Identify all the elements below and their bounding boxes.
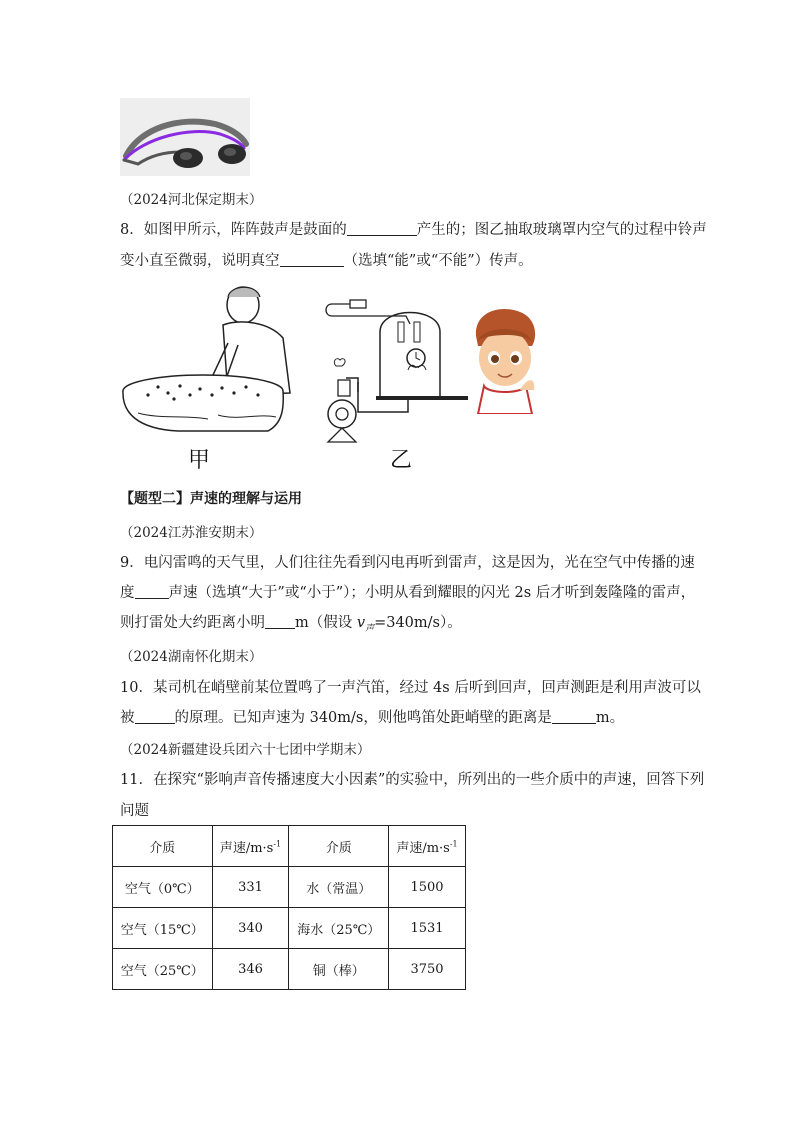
drummer-illustration-icon bbox=[118, 283, 298, 433]
q11-line1: 11．在探究“影响声音传播速度大小因素”的实验中，所列出的一些介质中的声速，回答下列 bbox=[120, 772, 705, 788]
header-sup: -1 bbox=[449, 839, 458, 849]
table-cell: 空气（25℃） bbox=[113, 949, 213, 990]
q9-blank-1[interactable] bbox=[135, 584, 169, 599]
q10-text-c: m。 bbox=[595, 710, 625, 726]
header-text: 声速/m·s bbox=[396, 840, 450, 856]
bell-jar-pump-icon bbox=[318, 292, 470, 452]
table-cell: 水（常温） bbox=[289, 867, 389, 908]
section-title: 【题型二】声速的理解与运用 bbox=[120, 491, 302, 507]
table-cell: 1500 bbox=[388, 867, 465, 908]
table-cell: 331 bbox=[212, 867, 289, 908]
q9-line3 bbox=[120, 611, 462, 634]
q8-blank-1[interactable] bbox=[347, 221, 417, 236]
q10-line2 bbox=[120, 706, 624, 727]
table-row bbox=[113, 949, 466, 990]
q10-blank-1[interactable] bbox=[135, 709, 175, 724]
table-cell: 空气（0℃） bbox=[113, 867, 213, 908]
table-header: 介质 bbox=[289, 826, 389, 867]
figure-drummer bbox=[118, 283, 298, 433]
q9-line1: 9．电闪雷鸣的天气里，人们往往先看到闪电再听到雷声，这是因为，光在空气中传播的速 bbox=[120, 555, 695, 571]
table-cell: 340 bbox=[212, 908, 289, 949]
sound-speed-table bbox=[112, 825, 466, 990]
table-cell: 海水（25℃） bbox=[289, 908, 389, 949]
q10-source: （2024湖南怀化期末） bbox=[120, 649, 263, 665]
q8-line1 bbox=[120, 218, 707, 239]
q8-text-a: 8．如图甲所示，阵阵鼓声是鼓面的 bbox=[120, 222, 347, 238]
q8-text-d: （选填“能”或“不能”）传声。 bbox=[343, 253, 533, 269]
header-sup: -1 bbox=[273, 839, 282, 849]
table-row bbox=[113, 908, 466, 949]
q9-source: （2024江苏淮安期末） bbox=[120, 525, 263, 541]
cartoon-boy-image bbox=[470, 306, 540, 414]
figure-bell-jar bbox=[318, 292, 470, 452]
table-cell: 铜（棒） bbox=[289, 949, 389, 990]
table-header-row bbox=[113, 826, 466, 867]
q9-line2 bbox=[120, 581, 695, 602]
q9-text-a: 度 bbox=[120, 585, 135, 601]
q11-line2: 问题 bbox=[120, 803, 149, 819]
q9-v: v bbox=[356, 615, 366, 631]
header-text: 声速/m·s bbox=[219, 840, 274, 856]
q10-line1: 10．某司机在峭壁前某位置鸣了一声汽笛，经过 4s 后听到回声，回声测距是利用声波可以 bbox=[120, 680, 701, 696]
caption-yi: 乙 bbox=[390, 448, 413, 473]
table-row bbox=[113, 867, 466, 908]
table-cell: 空气（15℃） bbox=[113, 908, 213, 949]
neckband-headphones-icon bbox=[120, 98, 250, 176]
q8-source: （2024河北保定期末） bbox=[120, 192, 263, 208]
table-header bbox=[388, 826, 465, 867]
q9-text-c: 则打雷处大约距离小明 bbox=[120, 615, 265, 631]
q9-text-e: =340m/s）。 bbox=[374, 615, 462, 631]
table-cell: 346 bbox=[212, 949, 289, 990]
q10-text-b: 的原理。已知声速为 340m/s，则他鸣笛处距峭壁的距离是 bbox=[174, 710, 552, 726]
cartoon-boy-icon bbox=[470, 306, 540, 414]
q8-blank-2[interactable] bbox=[280, 252, 344, 267]
q8-text-b: 产生的；图乙抽取玻璃罩内空气的过程中铃声 bbox=[416, 222, 707, 238]
table-cell: 1531 bbox=[388, 908, 465, 949]
table-header bbox=[212, 826, 289, 867]
table-header: 介质 bbox=[113, 826, 213, 867]
q8-text-c: 变小直至微弱，说明真空 bbox=[120, 253, 280, 269]
table-cell: 3750 bbox=[388, 949, 465, 990]
q9-text-d: m（假设 bbox=[295, 615, 353, 631]
q9-blank-2[interactable] bbox=[265, 614, 295, 629]
q9-text-b: 声速（选填“大于”或“小于”）；小明从看到耀眼的闪光 2s 后才听到轰隆隆的雷声， bbox=[168, 585, 696, 601]
caption-jia: 甲 bbox=[188, 448, 211, 473]
q10-text-a: 被 bbox=[120, 710, 135, 726]
q10-blank-2[interactable] bbox=[552, 709, 596, 724]
q9-v-sub: 声 bbox=[365, 623, 375, 634]
q11-source: （2024新疆建设兵团六十七团中学期末） bbox=[120, 742, 371, 758]
q8-line2 bbox=[120, 249, 533, 270]
headphone-image bbox=[120, 98, 250, 176]
